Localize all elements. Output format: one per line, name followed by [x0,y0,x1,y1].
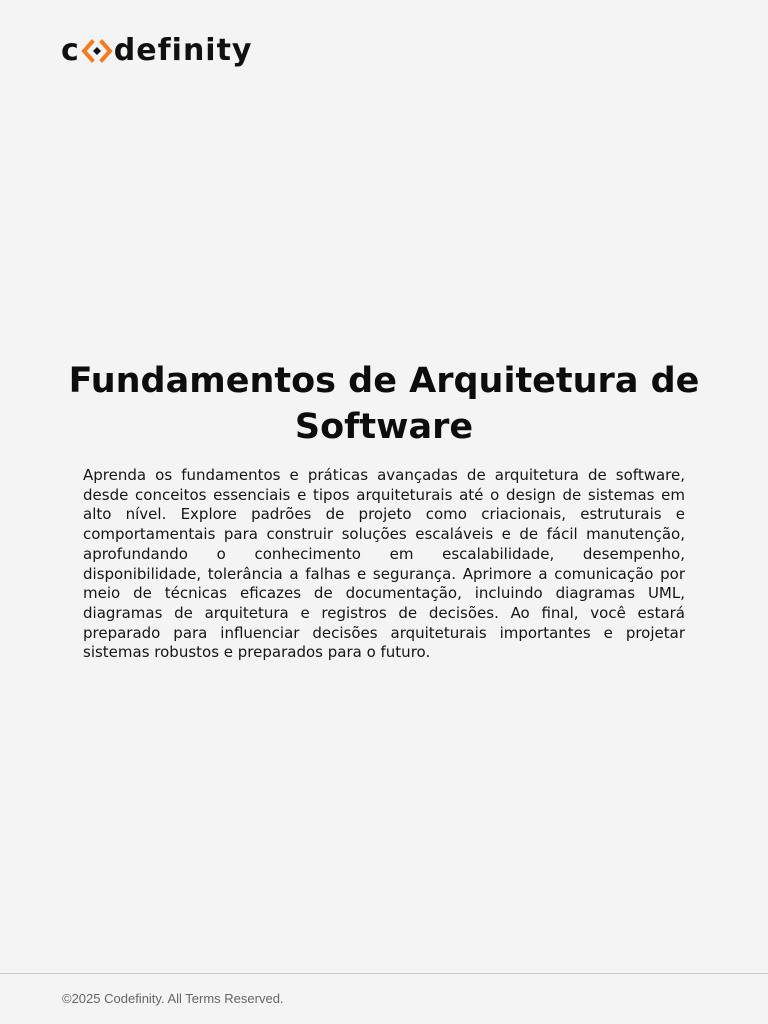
footer-divider [0,973,768,974]
code-brackets-icon [81,39,113,63]
logo-suffix: definity [113,33,253,68]
footer-copyright: ©2025 Codefinity. All Terms Reserved. [62,991,284,1006]
document-title: Fundamentos de Arquitetura de Software [68,361,700,447]
logo-prefix: c [61,33,80,68]
course-description: Aprenda os fundamentos e práticas avançadas de arquitetura de software, desde conceitos essenciais e tipos arquiteturais até o design de sistemas em alto nível. Explore padrões de projeto como criacionais, estruturais e comportamentais para construir soluções escaláveis e de fácil manutenção, aprofundando o conhecimento em escalabilidade, desempenho, disponibilidade, tolerância a falhas e segurança. Aprimore a comunicação por meio de técnicas eficazes de documentação, incluindo diagramas UML, diagramas de arquitetura e registros de decisões. Ao final, você estará preparado para influenciar decisões arquiteturais importantes e projetar sistemas robustos e preparados para o futuro. [83,466,685,662]
codefinity-logo [61,33,253,68]
